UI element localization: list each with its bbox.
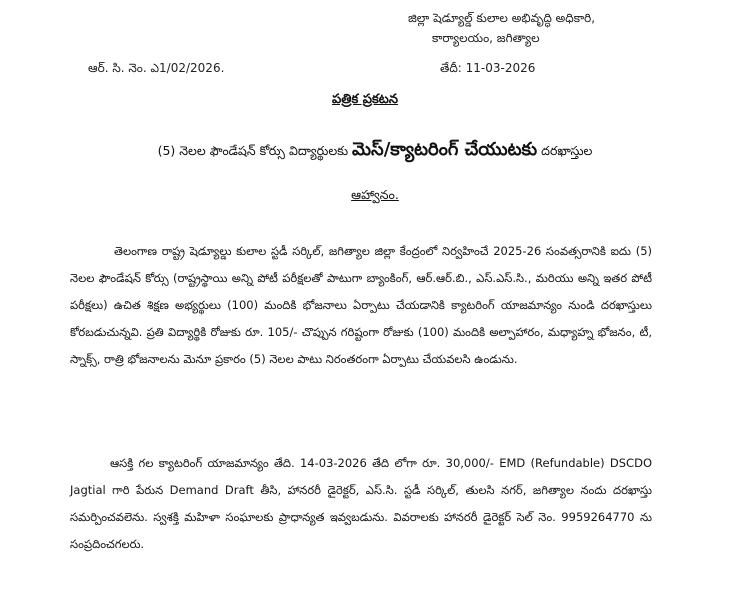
notice-subject xyxy=(55,128,695,217)
office-title: జిల్లా షెడ్యూల్డ్ కులాల అభివృద్ధి అధికారి, xyxy=(408,11,596,25)
subject-highlight: మెస్/క్యాటరింగ్ చేయుటకు xyxy=(352,139,538,160)
issue-date: తేదీ: 11-03-2026 xyxy=(440,61,536,75)
subject-part-1: (5) నెలల ఫౌండేషన్ కోర్సు విద్యార్థులకు xyxy=(157,143,349,158)
heading-text: పత్రిక ప్రకటన xyxy=(332,92,398,107)
office-location: కార్యాలయం, జగిత్యాల xyxy=(432,31,540,45)
body-paragraph-2 xyxy=(70,450,652,558)
reference-number: ఆర్. సి. నెం. ఎ1/02/2026. xyxy=(88,61,225,75)
body-paragraph-1 xyxy=(70,238,652,373)
paragraph-2-text: ఆసక్తి గల క్యాటరింగ్ యాజమాన్యం తేది. 14-03-2026 తేది లోగా రూ. 30,000/- EMD (Refundable) DSCDO Jagtial గారి పేరున Demand Draft తీసి, హానరరీ డైరెక్టర్, ఎస్.సి. స్టడీ సర్కిల్, తులసి నగర్, జగిత్యాల నందు దరఖాస్తు సమర్పించవలెను. స్వశక్తి మహిళా సంఘాలకు ప్రాధాన్యత ఇవ్వబడును. వివరాలకు హానరరీ డైరెక్టర్ సెల్ నెం. 9959264770 ను సంప్రదించగలరు. xyxy=(70,456,652,551)
office-address xyxy=(408,8,708,48)
subject-part-4: ఆహ్వానం. xyxy=(351,187,399,202)
paragraph-1-text: తెలంగాణ రాష్ట్ర షెడ్యూల్డు కులాల స్టడీ సర్కిల్, జగిత్యాల జిల్లా కేంద్రంలో నిర్వహించే 2025-26 సంవత్సరానికి ఐదు (5) నెలల ఫౌండేషన్ కోర్సు (రాష్ట్రస్థాయి అన్ని పోటీ పరీక్షలతో పాటుగా బ్యాంకింగ్, ఆర్.ఆర్.బి., ఎస్.ఎస్.సి., మరియు అన్ని ఇతర పోటీ పరీక్షలు) ఉచిత శిక్షణ అభ్యర్థులు (100) మందికి భోజనాలు ఏర్పాటు చేయడానికి క్యాటరింగ్ యాజమాన్యం నుండి దరఖాస్తులు కోరబడుచున్నవి. ప్రతి విద్యార్థికి రోజుకు రూ. 105/- చొప్పున గరిష్టంగా రోజుకు (100) మందికి అల్పాహారం, మధ్యాహ్న భోజనం, టీ, స్నాక్స్, రాత్రి భోజనాలను మెనూ ప్రకారం (5) నెలల పాటు నిరంతరంగా ఏర్పాటు చేయవలసి ఉండును. xyxy=(70,244,652,366)
subject-part-3: దరఖాస్తుల xyxy=(541,143,593,158)
press-release-heading xyxy=(0,88,730,110)
